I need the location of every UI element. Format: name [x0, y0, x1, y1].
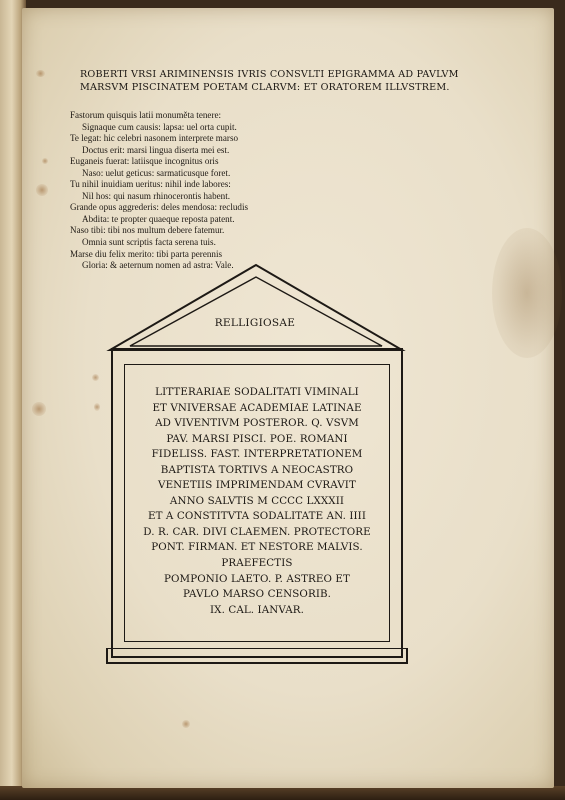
poem-line: Omnia sunt scriptis facta serena tuis.	[82, 237, 216, 248]
inscription-line: PAVLO MARSO CENSORIB.	[182, 588, 332, 601]
inscription-line: FIDELISS. FAST. INTERPRETATIONEM	[151, 448, 363, 461]
inscription-line: BAPTISTA TORTIVS A NEOCASTRO	[160, 463, 354, 476]
foxing-stain	[94, 403, 100, 411]
inscription-line: AD VIVENTIVM POSTEROR. Q. VSVM	[155, 417, 359, 430]
foxing-stain	[32, 402, 46, 416]
inscription-line: ET VNIVERSAE ACADEMIAE LATINAE	[152, 401, 362, 414]
poem-line: Doctus erit: marsi lingua diserta mei est.	[82, 144, 230, 155]
epigram-poem	[70, 110, 300, 272]
inscription-line: PAV. MARSI PISCI. POE. ROMANI	[166, 432, 348, 445]
inscription-line: D. R. CAR. DIVI CLAEMEN. PROTECTORE	[143, 525, 371, 538]
poem-line: Nil hos: qui nasum rhinocerontis habent.	[82, 190, 231, 201]
inscription-line: POMPONIO LAETO. P. ASTREO ET	[163, 572, 351, 585]
monument-pediment	[106, 262, 406, 356]
poem-line: Euganeis fuerat: latiisque incognitus oris	[70, 156, 219, 167]
poem-line: Te legat: hic celebri nasonem interprete marso	[70, 133, 239, 144]
poem-line: Naso tibi: tibi nos multum debere fatemur.	[70, 225, 225, 236]
inscription-line: IX. CAL. IANVAR.	[210, 603, 304, 616]
inscription-line: ET A CONSTITVTA SODALITATE AN. IIII	[147, 510, 367, 523]
water-stain	[492, 228, 562, 358]
poem-line: Naso: uelut geticus: sarmaticusque foret.	[82, 167, 231, 178]
monument-base	[106, 648, 408, 664]
foxing-stain	[36, 70, 45, 77]
book-cover-bottom	[0, 786, 565, 800]
epigram-heading	[80, 68, 480, 94]
pediment-inscription: RELLIGIOSAE	[214, 317, 296, 329]
heading-line: ROBERTI VRSI ARIMINENSIS IVRIS CONSVLTI EPIGRAMMA AD PAVLVM	[80, 69, 459, 80]
inscription-line: VENETIIS IMPRIMENDAM CVRAVIT	[158, 479, 356, 492]
heading-line: MARSVM PISCINATEM POETAM CLARVM: ET ORATOREM ILLVSTREM.	[80, 82, 450, 93]
inscription-line: LITTERARIAE SODALITATI VIMINALI	[155, 386, 359, 398]
foxing-stain	[36, 184, 48, 196]
poem-line: Signaque cum causis: lapsa: uel orta cupit.	[82, 121, 237, 132]
monument-inscription	[126, 385, 388, 618]
poem-line: Gloria: & aeternum nomen ad astra: Vale.	[82, 260, 234, 271]
poem-line: Fastorum quisquis latii monuměta tenere:	[70, 110, 222, 120]
inscription-line: PONT. FIRMAN. ET NESTORE MALVIS.	[151, 541, 363, 554]
foxing-stain	[42, 158, 48, 164]
poem-line: Marse diu felix merito: tibi parta perennis	[70, 248, 223, 259]
inscription-line: ANNO SALVTIS M CCCC LXXXII	[169, 494, 345, 507]
foxing-stain	[92, 374, 99, 381]
poem-line: Grande opus aggrederis: deles mendosa: recludis	[70, 202, 249, 213]
poem-line: Tu nihil inuidiam ueritus: nihil inde labores:	[70, 179, 231, 190]
poem-line: Abdita: te propter quaeque reposta patent.	[82, 213, 235, 224]
inscription-line: PRAEFECTIS	[221, 557, 293, 570]
foxing-stain	[182, 720, 190, 728]
